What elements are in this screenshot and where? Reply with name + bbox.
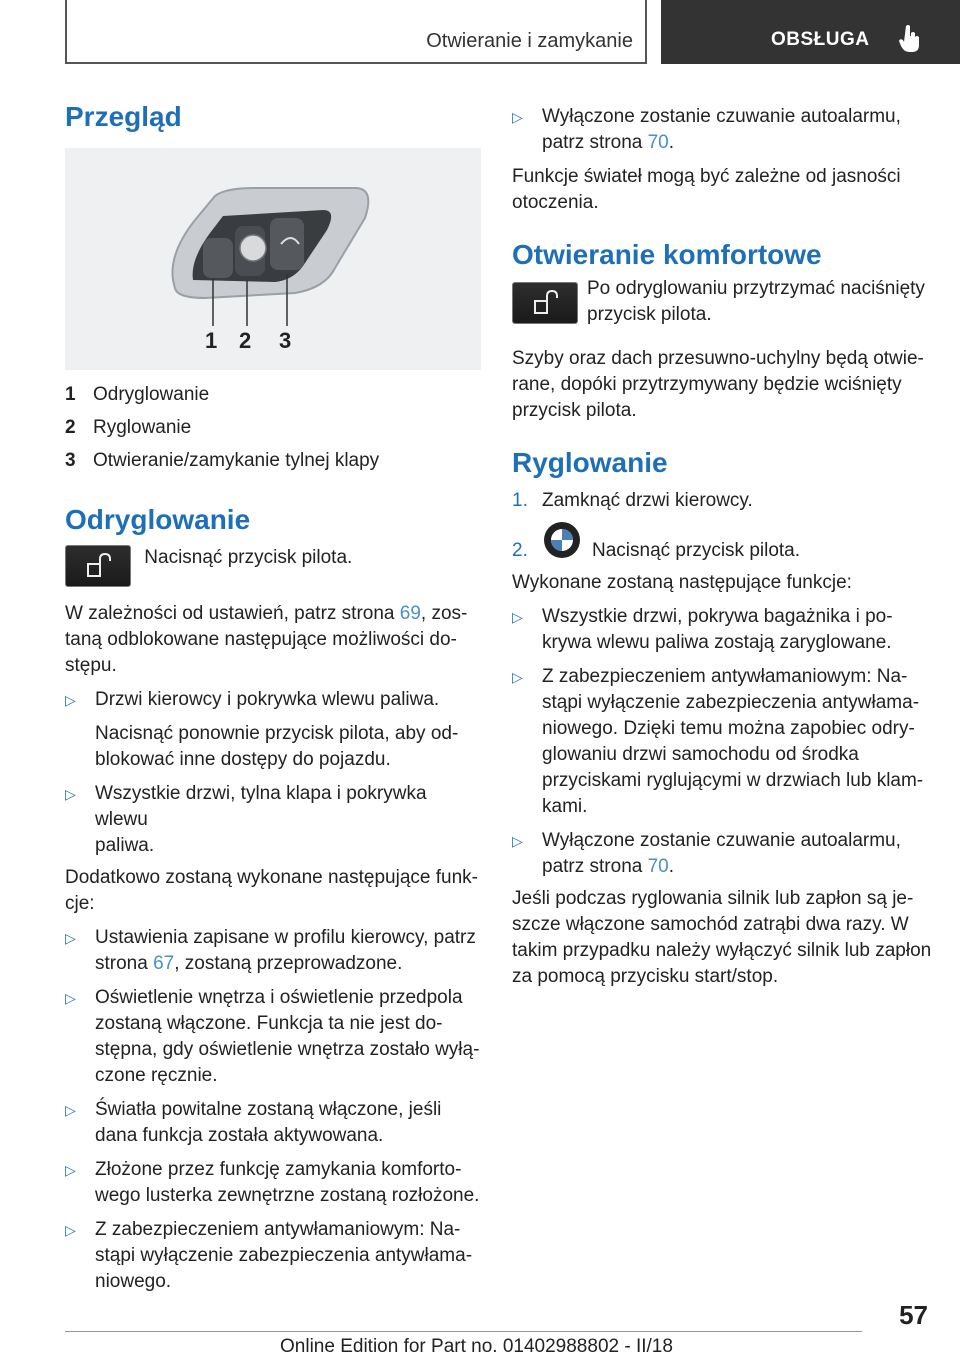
step-item: 1. Zamknąć drzwi kierowcy. (512, 488, 932, 514)
paragraph: Jeśli podczas ryglowania silnik lub zapłon są je- szcze włączone samochód zatrąbi dwa razy. W takim przypadku należy wyłączyć silnik lub zapłon za pomocą przycisku start/stop. (512, 888, 932, 987)
chapter-tab (661, 0, 960, 64)
triangle-right-icon: ▷ (65, 692, 76, 708)
list-item: ▷ Oświetlenie wnętrza i oświetlenie przedpola zostaną włączone. Funkcja ta nie jest do- stępna, gdy oświetlenie wnętrza zostało wyłą- czone ręcznie. (65, 987, 480, 1086)
chapter-tab-label: OBSŁUGA (771, 29, 870, 50)
paragraph: Wykonane zostaną następujące funkcje: (512, 572, 852, 593)
page-link[interactable]: 70 (647, 132, 669, 153)
unlock-heading: Odryglowanie (65, 504, 251, 535)
list-item: ▷ Z zabezpieczeniem antywłamaniowym: Na- stąpi wyłączenie zabezpieczenia antywłama- niowego. Dzięki temu można zapobiec odry- glowaniu drzwi samochodu od środka przyciskami ryglującymi w drzwiach lub klam- kami. (512, 666, 924, 817)
right-column (512, 104, 932, 990)
paragraph: Dodatkowo zostaną wykonane następujące funk- cje: (65, 867, 478, 914)
page-link[interactable]: 67 (153, 953, 175, 974)
list-item: ▷ Wyłączone zostanie czuwanie autoalarmu, patrz strona 70. (512, 830, 901, 877)
remote-key-figure (65, 148, 481, 370)
list-item: ▷ Wszystkie drzwi, tylna klapa i pokrywka wlewu paliwa. (65, 783, 427, 856)
figure-label-3: 3 (279, 328, 292, 353)
footer-edition: Online Edition for Part no. 01402988802 - II/18 (280, 1336, 673, 1357)
triangle-right-icon: ▷ (512, 669, 523, 685)
triangle-right-icon: ▷ (65, 1102, 76, 1118)
bmw-logo-icon (542, 520, 582, 560)
triangle-right-icon: ▷ (65, 1162, 76, 1178)
locking-heading: Ryglowanie (512, 447, 668, 478)
left-column (65, 100, 481, 1295)
page-link[interactable]: 69 (399, 603, 421, 624)
triangle-right-icon: ▷ (65, 786, 76, 802)
triangle-right-icon: ▷ (65, 1222, 76, 1238)
list-item: ▷ Złożone przez funkcję zamykania komforto- wego lusterka zewnętrzne zostaną rozłożone. (65, 1159, 480, 1206)
paragraph: Funkcje świateł mogą być zależne od jasności otoczenia. (512, 166, 901, 213)
comfort-instruction-text: Po odryglowaniu przytrzymać naciśnięty przycisk pilota. (587, 278, 925, 325)
figure-label-1: 1 (205, 328, 218, 353)
header-section-box (65, 0, 647, 64)
list-item: ▷ Wszystkie drzwi, pokrywa bagażnika i po- krywa wlewu paliwa zostają zaryglowane. (512, 606, 893, 653)
comfort-instruction (512, 278, 932, 340)
legend-list (65, 378, 481, 477)
legend-item: 3 Otwieranie/zamykanie tylnej klapy (65, 449, 380, 471)
triangle-right-icon: ▷ (65, 990, 76, 1006)
list-item: ▷ Z zabezpieczeniem antywłamaniowym: Na- stąpi wyłączenie zabezpieczenia antywłama- niowego. (65, 1219, 473, 1292)
unlock-instruction (65, 545, 481, 595)
unlock-instruction-text: Nacisnąć przycisk pilota. (144, 547, 353, 568)
unlock-padlock-icon (65, 545, 131, 587)
list-item: ▷ Drzwi kierowcy i pokrywka wlewu paliwa. (65, 687, 481, 713)
triangle-right-icon: ▷ (512, 109, 523, 125)
list-item: ▷ Wyłączone zostanie czuwanie autoalarmu, patrz strona 70. (512, 106, 901, 153)
car-key-illustration (65, 148, 481, 370)
paragraph: W zależności od ustawień, patrz strona 69, zos- taną odblokowane następujące możliwości do- stępu. (65, 603, 468, 676)
page-number: 57 (899, 1300, 928, 1330)
step-number: 2. (512, 540, 528, 561)
list-item: ▷ Światła powitalne zostaną włączone, jeśli dana funkcja została aktywowana. (65, 1099, 442, 1146)
pointing-hand-icon (899, 24, 921, 54)
triangle-right-icon: ▷ (512, 609, 523, 625)
paragraph: Szyby oraz dach przesuwno-uchylny będą otwie- rane, dopóki przytrzymywany będzie wciśnięty przycisk pilota. (512, 348, 924, 421)
triangle-right-icon: ▷ (512, 833, 523, 849)
overview-heading: Przegląd (65, 101, 182, 132)
unlock-padlock-icon (512, 282, 578, 324)
step-item: 2. Nacisnąć przycisk pilota. (512, 526, 932, 566)
list-item: ▷ Ustawienia zapisane w profilu kierowcy, patrz strona 67, zostaną przeprowadzone. (65, 927, 476, 974)
step-number: 1. (512, 490, 528, 511)
comfort-opening-heading: Otwieranie komfortowe (512, 239, 822, 270)
footer-divider (65, 1331, 862, 1332)
triangle-right-icon: ▷ (65, 930, 76, 946)
legend-item: 1 Odryglowanie (65, 383, 210, 405)
list-item-continuation: Nacisnąć ponownie przycisk pilota, aby od- blokować inne dostępy do pojazdu. (95, 723, 459, 770)
page-link[interactable]: 70 (647, 856, 669, 877)
figure-label-2: 2 (239, 328, 252, 353)
section-title: Otwieranie i zamykanie (426, 30, 633, 52)
legend-item: 2 Ryglowanie (65, 416, 192, 438)
